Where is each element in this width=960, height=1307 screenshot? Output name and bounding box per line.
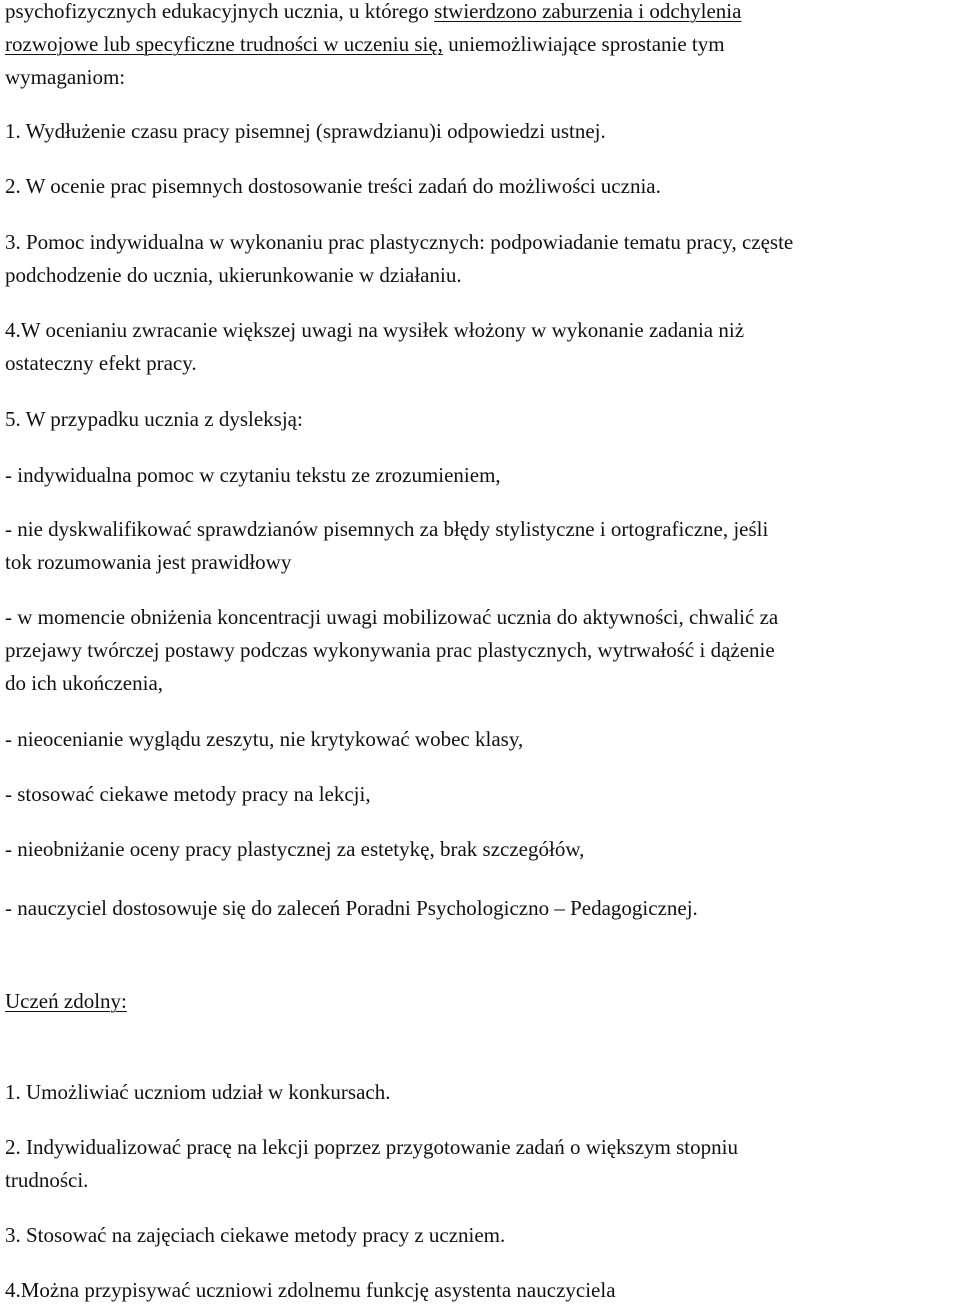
list-item-line: 4.W ocenianiu zwracanie większej uwagi na wysiłek włożony w wykonanie zadania niż — [5, 318, 745, 342]
dyslexia-point-6 — [5, 833, 584, 866]
list-item-line: 2. W ocenie prac pisemnych dostosowanie treści zadań do możliwości ucznia. — [5, 174, 661, 198]
gifted-item-line: 4.Można przypisywać uczniowi zdolnemu funkcję asystenta nauczyciela — [5, 1278, 616, 1302]
dyslexia-point-line: - nauczyciel dostosowuje się do zaleceń Poradni Psychologiczno – Pedagogicznej. — [5, 896, 698, 920]
gifted-item-3 — [5, 1219, 505, 1252]
dyslexia-point-line: - nieocenianie wyglądu zeszytu, nie krytykować wobec klasy, — [5, 727, 524, 751]
dyslexia-point-line: - w momencie obniżenia koncentracji uwagi mobilizować ucznia do aktywności, chwalić za — [5, 605, 779, 629]
list-item-line: podchodzenie do ucznia, ukierunkowanie w działaniu. — [5, 263, 462, 287]
dyslexia-point-line: - nieobniżanie oceny pracy plastycznej za estetykę, brak szczegółów, — [5, 837, 585, 861]
gifted-heading-block — [5, 985, 127, 1018]
dyslexia-point-7 — [5, 892, 698, 925]
list-item-line: 5. W przypadku ucznia z dysleksją: — [5, 407, 303, 431]
section-heading: Uczeń zdolny: — [5, 989, 127, 1013]
intro-line-2-text: uniemożliwiające sprostanie tym — [442, 32, 725, 56]
list-item-1 — [5, 115, 606, 148]
dyslexia-point-4 — [5, 723, 523, 756]
list-item-line: ostateczny efekt pracy. — [5, 351, 197, 375]
intro-underlined-2: rozwojowe lub specyficzne trudności w uczeniu się, — [5, 32, 443, 56]
dyslexia-point-3 — [5, 601, 778, 700]
intro-underlined-1: stwierdzono zaburzenia i odchylenia — [434, 0, 742, 23]
list-item-line: 3. Pomoc indywidualna w wykonaniu prac plastycznych: podpowiadanie tematu pracy, częste — [5, 230, 794, 254]
dyslexia-point-line: - stosować ciekawe metody pracy na lekcji, — [5, 782, 371, 806]
dyslexia-point-5 — [5, 778, 371, 811]
intro-line-1 — [5, 0, 741, 28]
list-item-5 — [5, 403, 303, 436]
dyslexia-point-line: przejawy twórczej postawy podczas wykonywania prac plastycznych, wytrwałość i dążenie — [5, 638, 775, 662]
list-item-2 — [5, 170, 661, 203]
gifted-item-line: 1. Umożliwiać uczniom udział w konkursach. — [5, 1080, 391, 1104]
gifted-item-line: 2. Indywidualizować pracę na lekcji poprzez przygotowanie zadań o większym stopniu — [5, 1135, 738, 1159]
list-item-line: 1. Wydłużenie czasu pracy pisemnej (sprawdzianu)i odpowiedzi ustnej. — [5, 119, 606, 143]
intro-line-1-text: psychofizycznych edukacyjnych ucznia, u którego — [5, 0, 435, 23]
dyslexia-point-2 — [5, 513, 768, 579]
dyslexia-point-line: - nie dyskwalifikować sprawdzianów pisemnych za błędy stylistyczne i ortograficzne, jeśli — [5, 517, 769, 541]
intro-line-2 — [5, 28, 741, 61]
dyslexia-point-1 — [5, 459, 501, 492]
intro-paragraph — [5, 0, 741, 94]
list-item-4 — [5, 314, 744, 380]
intro-line-3: wymaganiom: — [5, 65, 126, 89]
gifted-item-4 — [5, 1274, 616, 1307]
list-item-3 — [5, 226, 793, 292]
dyslexia-point-line: - indywidualna pomoc w czytaniu tekstu ze zrozumieniem, — [5, 463, 501, 487]
gifted-item-line: 3. Stosować na zajęciach ciekawe metody pracy z uczniem. — [5, 1223, 506, 1247]
gifted-item-2 — [5, 1131, 738, 1197]
dyslexia-point-line: do ich ukończenia, — [5, 671, 164, 695]
gifted-item-line: trudności. — [5, 1168, 89, 1192]
gifted-item-1 — [5, 1076, 390, 1109]
dyslexia-point-line: tok rozumowania jest prawidłowy — [5, 550, 292, 574]
